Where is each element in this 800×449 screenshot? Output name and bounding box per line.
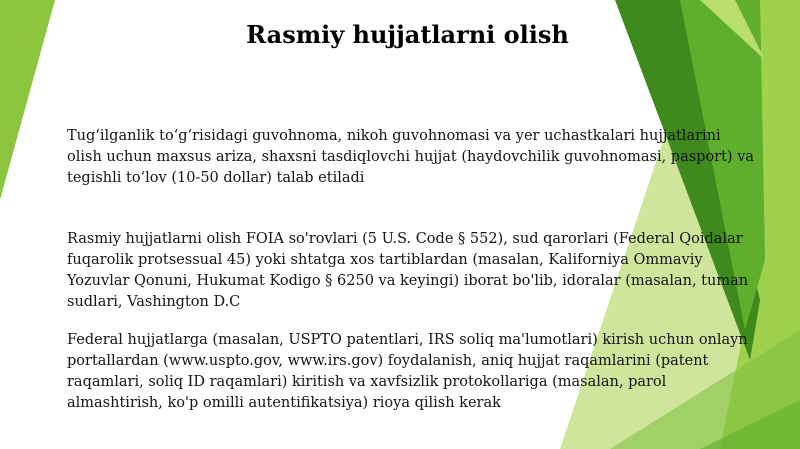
paragraph-3: Federal hujjatlarga (masalan, USPTO patentlari, IRS soliq ma'lumotlari) kirish uchun onlayn portallardan (www.uspto.gov, www.irs.gov) foydalanish, aniq hujjat raqamlarini (patent raqamlari, soliq ID raqamlari) kiritish va xavfsizlik protokollariga (masalan, parol almashtirish, ko'p omilli autentifikatsiya) rioya qilish kerak <box>67 332 748 411</box>
slide-title: Rasmiy hujjatlarni olish <box>246 20 569 49</box>
paragraph-2: Rasmiy hujjatlarni olish FOIA so'rovlari (5 U.S. Code § 552), sud qarorlari (Federal Qoidalar fuqarolik protsessual 45) yoki shtatga xos tartiblardan (masalan, Kaliforniya Ommaviy Yozuvlar Qonuni, Hukumat Kodigo § 6250 va keyingi) iborat bo'lib, idoralar (masalan, tuman sudlari, Vashington D.C <box>67 231 749 310</box>
paragraph-1: Tug‘ilganlik to‘g‘risidagi guvohnoma, nikoh guvohnomasi va yer uchastkalari hujjatlarini olish uchun maxsus ariza, shaxsni tasdiqlovchi hujjat (haydovchilik guvohnomasi, pasport) va tegishli to‘lov (10-50 dollar) talab etiladi <box>67 128 755 186</box>
